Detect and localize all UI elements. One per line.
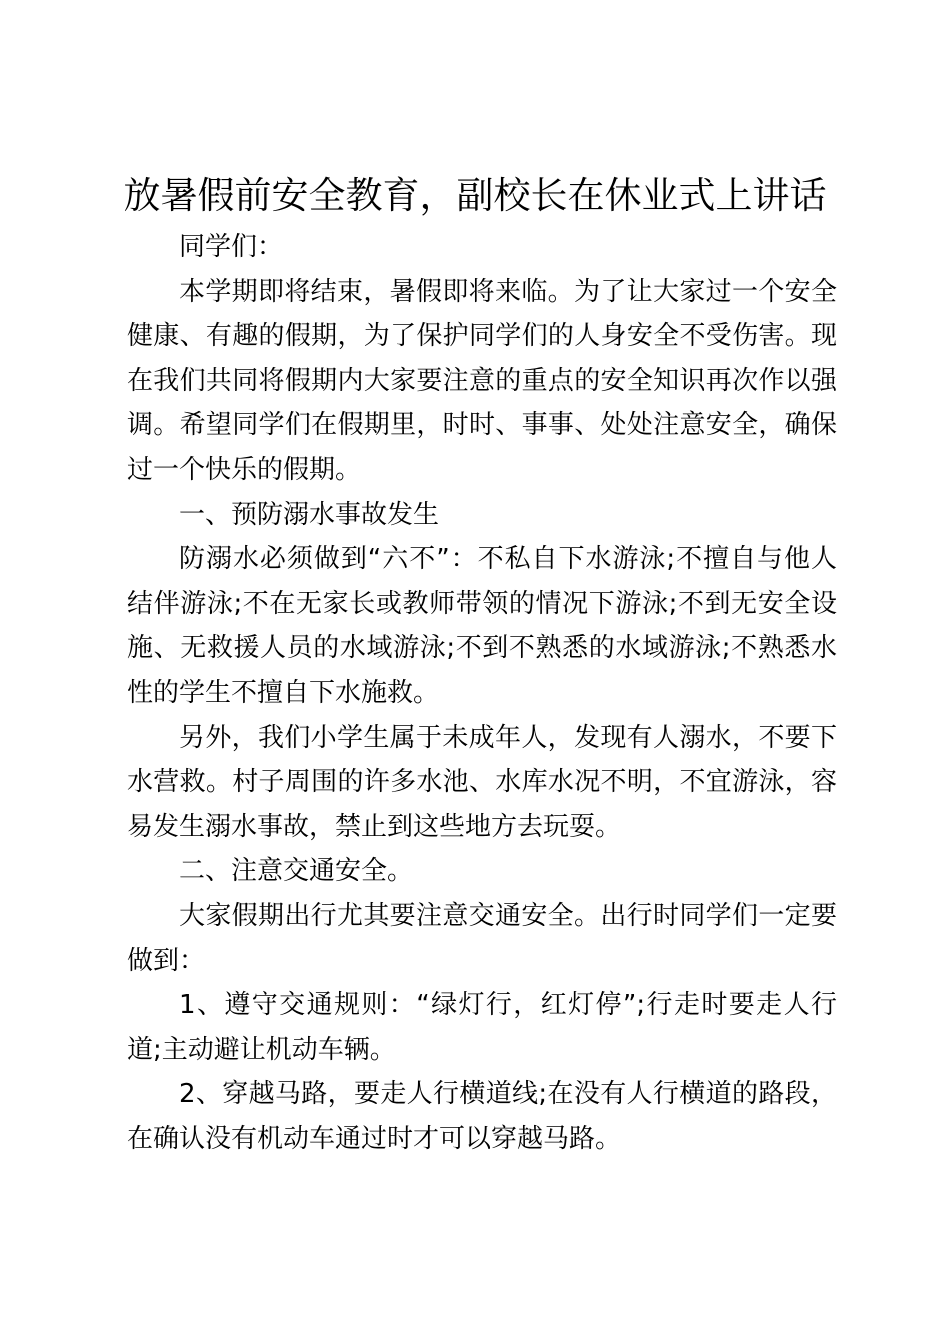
section-heading-traffic: 二、注意交通安全。 bbox=[179, 856, 414, 887]
traffic-rule-1-paragraph: 1、遵守交通规则：“绿灯行，红灯停”;行走时要走人行道;主动避让机动车辆。 bbox=[127, 990, 837, 1065]
traffic-intro-paragraph: 大家假期出行尤其要注意交通安全。出行时同学们一定要做到： bbox=[127, 900, 837, 976]
traffic-rule-2-paragraph: 2、穿越马路，要走人行横道线;在没有人行横道的路段，在确认没有机动车通过时才可以穿越马路。 bbox=[127, 1079, 837, 1154]
greeting-paragraph: 同学们： bbox=[179, 232, 284, 262]
section-heading-drowning: 一、预防溺水事故发生 bbox=[179, 499, 440, 530]
drowning-rules-paragraph: 防溺水必须做到“六不”：不私自下水游泳;不擅自与他人结伴游泳;不在无家长或教师带领的情况下游泳;不到无安全设施、无救援人员的水域游泳;不到不熟悉的水域游泳;不熟悉水性的学生不擅自下水施救。 bbox=[127, 544, 837, 708]
document-title: 放暑假前安全教育，副校长在休业式上讲话 bbox=[123, 174, 827, 217]
drowning-extra-paragraph: 另外，我们小学生属于未成年人，发现有人溺水，不要下水营救。村子周围的许多水池、水库水况不明，不宜游泳，容易发生溺水事故，禁止到这些地方去玩耍。 bbox=[127, 722, 837, 842]
intro-paragraph: 本学期即将结束，暑假即将来临。为了让大家过一个安全健康、有趣的假期，为了保护同学们的人身安全不受伤害。现在我们共同将假期内大家要注意的重点的安全知识再次作以强调。希望同学们在假期里，时时、事事、处处注意安全，确保过一个快乐的假期。 bbox=[127, 276, 837, 485]
document-body bbox=[127, 225, 837, 1161]
